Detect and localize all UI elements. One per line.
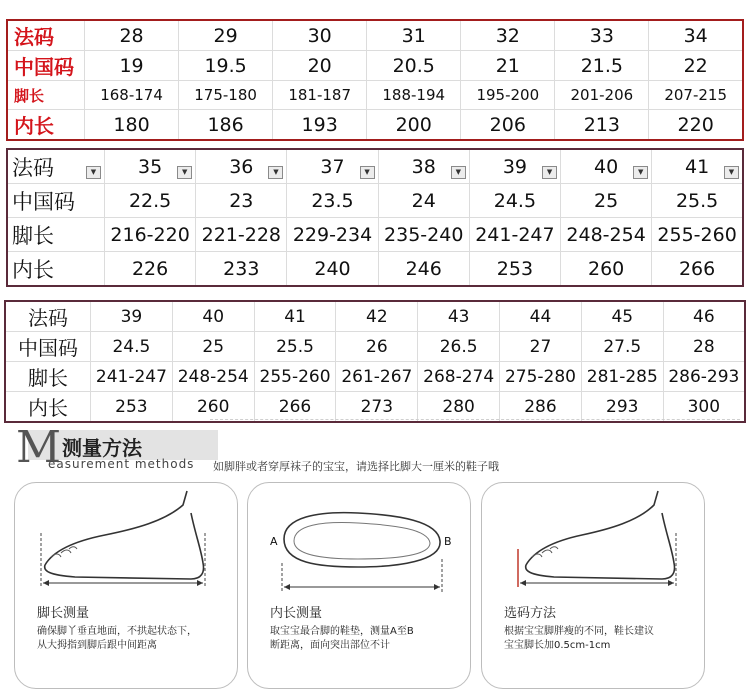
table-cell: 40 ▼ [561, 149, 652, 184]
table-cell: 35 ▼ [105, 149, 196, 184]
table-cell: 25.5 [254, 332, 336, 362]
table-cell: 42 [336, 301, 418, 332]
table-cell: 206 [461, 110, 555, 141]
table-cell: 275-280 [500, 362, 582, 392]
table-cell: 181-187 [273, 81, 367, 110]
row-label: 内长 [7, 110, 85, 141]
table-cell: 241-247 [91, 362, 173, 392]
table-cell: 27 [500, 332, 582, 362]
filter-dropdown-icon[interactable]: ▼ [268, 166, 283, 179]
table-cell: 34 [649, 20, 743, 51]
point-b-label: B [444, 535, 452, 548]
table-cell: 37 ▼ [287, 149, 378, 184]
table-cell: 22 [649, 51, 743, 81]
table-cell: 36 ▼ [196, 149, 287, 184]
filter-dropdown-icon[interactable]: ▼ [724, 166, 739, 179]
table-cell: 26.5 [418, 332, 500, 362]
measurement-title: 测量方法 [62, 436, 142, 460]
table-row [5, 301, 745, 332]
table-cell: 221-228 [196, 218, 287, 252]
table-cell: 255-260 [254, 362, 336, 392]
table-cell: 25.5 [652, 184, 743, 218]
table-cell: 261-267 [336, 362, 418, 392]
table-cell: 24 [378, 184, 469, 218]
size-table-small [6, 19, 744, 141]
table-cell: 255-260 [652, 218, 743, 252]
table-cell: 31 [367, 20, 461, 51]
table-cell: 200 [367, 110, 461, 141]
table-cell: 260 [561, 252, 652, 287]
card-description: 确保脚丫垂直地面，不拱起状态下， 从大拇指到脚后跟中间距离 [37, 626, 197, 651]
row-label: 脚长 [7, 81, 85, 110]
table-cell: 20.5 [367, 51, 461, 81]
table-cell: 229-234 [287, 218, 378, 252]
table-cell: 193 [273, 110, 367, 141]
table-cell: 25 [561, 184, 652, 218]
card-title: 选码方法 [504, 606, 557, 621]
table-row [5, 392, 745, 423]
table-cell: 281-285 [581, 362, 663, 392]
table-cell: 40 [172, 301, 254, 332]
insole-illustration [248, 483, 470, 688]
filter-dropdown-icon[interactable]: ▼ [633, 166, 648, 179]
table-cell: 24.5 [91, 332, 173, 362]
table-cell: 22.5 [105, 184, 196, 218]
measurement-letter: M [16, 422, 62, 473]
table-cell: 41 ▼ [652, 149, 743, 184]
filter-dropdown-icon[interactable]: ▼ [451, 166, 466, 179]
table-cell: 25 [172, 332, 254, 362]
table-cell: 24.5 [469, 184, 560, 218]
table-cell: 23.5 [287, 184, 378, 218]
table-cell: 273 [336, 392, 418, 423]
card-title: 内长测量 [270, 606, 323, 621]
row-label: 中国码 [5, 332, 91, 362]
table-cell: 293 [581, 392, 663, 423]
table-cell: 26 [336, 332, 418, 362]
table-cell: 253 [469, 252, 560, 287]
table-cell: 233 [196, 252, 287, 287]
table-cell: 216-220 [105, 218, 196, 252]
table-row [7, 51, 743, 81]
table-row [5, 362, 745, 392]
table-cell: 45 [581, 301, 663, 332]
table-row [7, 218, 743, 252]
table-cell: 260 [172, 392, 254, 423]
dotted-divider [210, 419, 740, 420]
table-cell: 23 [196, 184, 287, 218]
card-foot-length [14, 482, 238, 689]
table-cell: 19 [85, 51, 179, 81]
table-cell: 46 [663, 301, 745, 332]
table-cell: 21 [461, 51, 555, 81]
table-cell: 180 [85, 110, 179, 141]
row-label: 法码 [7, 20, 85, 51]
table-row [7, 81, 743, 110]
row-label: 脚长 [7, 218, 105, 252]
table-cell: 266 [254, 392, 336, 423]
table-cell: 44 [500, 301, 582, 332]
table-cell: 188-194 [367, 81, 461, 110]
table-cell: 41 [254, 301, 336, 332]
table-row [7, 20, 743, 51]
table-cell: 168-174 [85, 81, 179, 110]
table-cell: 241-247 [469, 218, 560, 252]
card-title: 脚长测量 [37, 606, 90, 621]
filter-dropdown-icon[interactable]: ▼ [360, 166, 375, 179]
row-label: 中国码 [7, 184, 105, 218]
table-cell: 28 [85, 20, 179, 51]
table-cell: 38 ▼ [378, 149, 469, 184]
table-cell: 21.5 [555, 51, 649, 81]
table-cell: 20 [273, 51, 367, 81]
table-cell: 248-254 [561, 218, 652, 252]
table-cell: 28 [663, 332, 745, 362]
table-cell: 246 [378, 252, 469, 287]
table-cell: 226 [105, 252, 196, 287]
table-cell: 39 ▼ [469, 149, 560, 184]
row-label: 中国码 [7, 51, 85, 81]
table-cell: 27.5 [581, 332, 663, 362]
table-cell: 286 [500, 392, 582, 423]
filter-dropdown-icon[interactable]: ▼ [86, 166, 101, 179]
measurement-note: 如脚胖或者穿厚袜子的宝宝，请选择比脚大一厘米的鞋子哦 [213, 460, 499, 473]
table-row [7, 252, 743, 287]
table-cell: 19.5 [179, 51, 273, 81]
measurement-subtitle: easurement methods [48, 457, 195, 471]
table-cell: 300 [663, 392, 745, 423]
size-table-large [4, 300, 746, 423]
table-cell: 213 [555, 110, 649, 141]
card-description: 根据宝宝脚胖瘦的不同，鞋长建议 宝宝脚长加0.5cm-1cm [504, 626, 654, 651]
row-label: 脚长 [5, 362, 91, 392]
table-cell: 266 [652, 252, 743, 287]
table-cell: 248-254 [172, 362, 254, 392]
table-row [7, 149, 743, 184]
table-row [5, 332, 745, 362]
foot-side-illustration [482, 483, 704, 688]
foot-side-illustration [15, 483, 237, 688]
row-label: 法码 [5, 301, 91, 332]
table-cell: 30 [273, 20, 367, 51]
table-cell: 39 [91, 301, 173, 332]
card-insole-length [247, 482, 471, 689]
row-label: 内长 [7, 252, 105, 287]
row-label: 内长 [5, 392, 91, 423]
measurement-header [16, 422, 556, 476]
table-row [7, 184, 743, 218]
card-size-selection [481, 482, 705, 689]
table-cell: 253 [91, 392, 173, 423]
point-a-label: A [270, 535, 278, 548]
card-description: 取宝宝最合脚的鞋垫，测量A至B 断距离，面向突出部位不计 [270, 626, 414, 651]
table-cell: 240 [287, 252, 378, 287]
table-cell: 286-293 [663, 362, 745, 392]
table-cell: 43 [418, 301, 500, 332]
table-cell: 186 [179, 110, 273, 141]
table-cell: 220 [649, 110, 743, 141]
table-cell: 207-215 [649, 81, 743, 110]
table-cell: 33 [555, 20, 649, 51]
table-cell: 268-274 [418, 362, 500, 392]
table-cell: 29 [179, 20, 273, 51]
filter-dropdown-icon[interactable]: ▼ [542, 166, 557, 179]
row-label: 法码 ▼ [7, 149, 105, 184]
table-cell: 280 [418, 392, 500, 423]
size-table-medium [6, 148, 744, 287]
table-cell: 201-206 [555, 81, 649, 110]
table-cell: 195-200 [461, 81, 555, 110]
table-cell: 235-240 [378, 218, 469, 252]
table-cell: 32 [461, 20, 555, 51]
table-row [7, 110, 743, 141]
filter-dropdown-icon[interactable]: ▼ [177, 166, 192, 179]
table-cell: 175-180 [179, 81, 273, 110]
